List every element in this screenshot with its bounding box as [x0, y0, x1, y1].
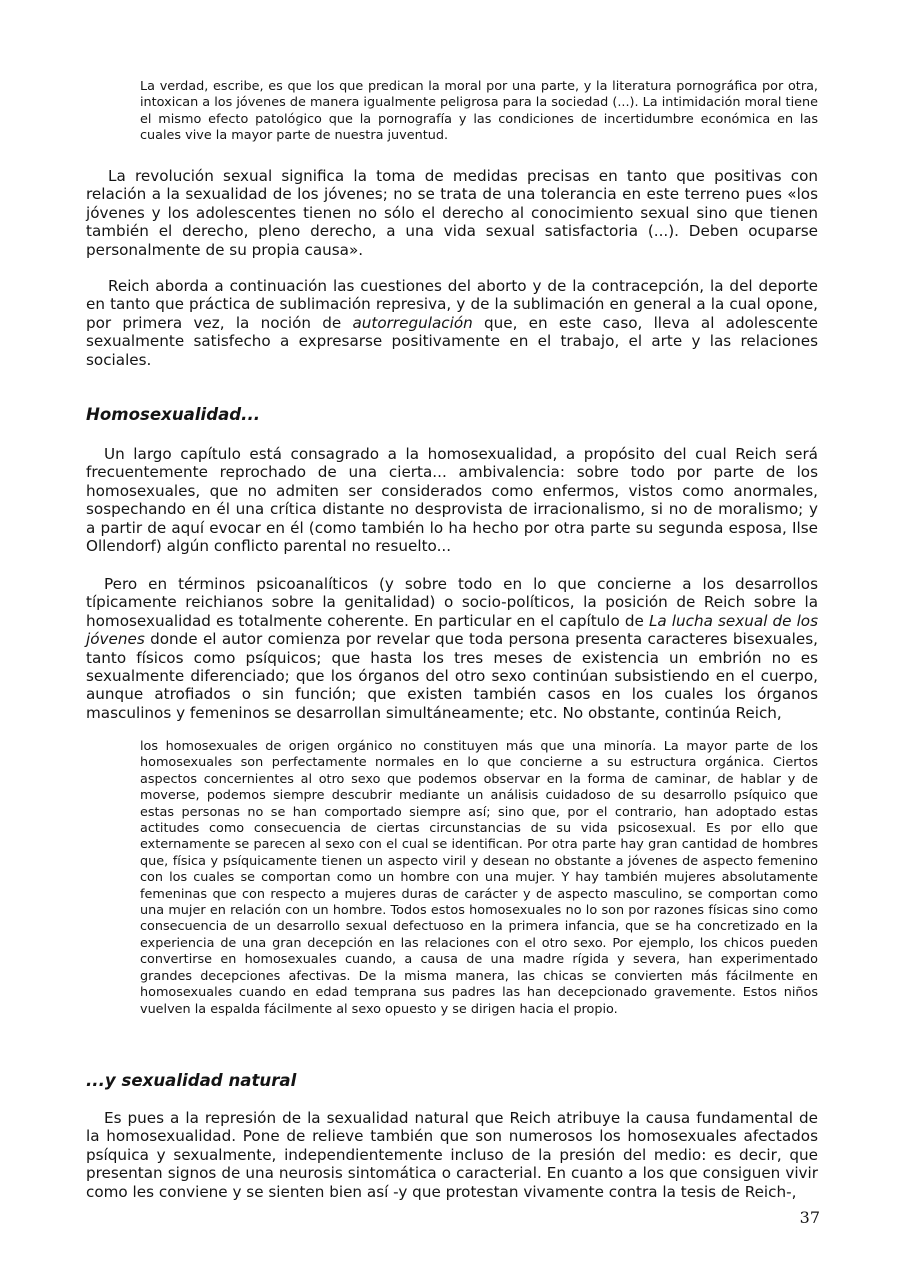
paragraph-4-book-title: La lucha sexual de los jóvenes — [86, 611, 819, 649]
paragraph-3: Un largo capítulo está consagrado a la homosexualidad, a propósito del cual Reich será frecuentemente reprochado de una cierta... ambivalencia: sobre todo por parte de los homosexuales, que no admiten ser considerados como enfermos, vistos como anormales, sospechando en él una crítica distante no desprovista de irracionalismo, si no de moralismo; y a partir de aquí evocar en él (como también lo ha hecho por otra parte su segunda esposa, Ilse Ollendorf) algún conflicto parental no resuelto... — [86, 445, 818, 556]
section-heading-homosexualidad: Homosexualidad... — [86, 405, 261, 424]
paragraph-4-text-b: donde el autor comienza por revelar que toda persona presenta caracteres bisexuales, tanto físicos como psíquicos; que hasta los tres meses de existencia un embrión no es sexualmente diferenciado; que los órganos del otro sexo continúan subsistiendo en el cuerpo, aunque atrofiados o sin función; que existen también casos en los cuales los órganos masculinos y femeninos se desarrollan simultáneamente; etc. No obstante, continúa Reich, — [86, 630, 818, 722]
paragraph-4-text-a: Pero en términos psicoanalíticos (y sobre todo en lo que concierne a los desarrollos típicamente reichianos sobre la genitalidad) o socio-políticos, la posición de Reich sobre la homosexualidad es totalmente coherente. En particular en el capítulo de — [86, 575, 818, 630]
paragraph-1: La revolución sexual significa la toma de medidas precisas en tanto que positivas con relación a la sexualidad de los jóvenes; no se trata de una tolerancia en este terreno pues «los jóvenes y los adolescentes tienen no sólo el derecho al conocimiento sexual sino que tienen también el derecho, pleno derecho, a una vida sexual satisfactoria (...). Deben ocuparse personalmente de su propia causa». — [86, 167, 818, 259]
section-heading-sexualidad-natural: ...y sexualidad natural — [86, 1071, 297, 1090]
paragraph-5: Es pues a la represión de la sexualidad natural que Reich atribuye la causa fundamental de la homosexualidad. Pone de relieve también que son numerosos los homosexuales afectados psíquica y sexualmente, independientemente incluso de la presión del medio: es decir, que presentan signos de una neurosis sintomática o caracterial. En cuanto a los que consiguen vivir como les conviene y se sienten bien así -y que protestan vivamente contra la tesis de Reich-, — [86, 1109, 818, 1201]
block-quote-2: los homosexuales de origen orgánico no constituyen más que una minoría. La mayor parte de los homosexuales son perfectamente normales en lo que concierne a su estructura orgánica. Ciertos aspectos concernientes al otro sexo que podemos observar en la forma de caminar, de hablar y de moverse, podemos siempre descubrir mediante un análisis cuidadoso de su desarrollo psíquico que estas personas no se han comportado siempre así; sino que, por el contrario, han adoptado estas actitudes como consecuencia de ciertas circunstancias de su vida psicosexual. Es por ello que externamente se parecen al sexo con el cual se identifican. Por otra parte hay gran cantidad de hombres que, física y psíquicamente tienen un aspecto viril y desean no obstante a jóvenes de aspecto femenino con los cuales se comportan como un hombre con una mujer. Y hay también mujeres absolutamente femeninas que con respecto a mujeres duras de carácter y de aspecto masculino, se comportan como una mujer en relación con un hombre. Todos estos homosexuales no lo son por razones físicas sino como consecuencia de un desarrollo sexual defectuoso en la primera infancia, que se ha concretizado en la experiencia de una gran decepción en las relaciones con el otro sexo. Por ejemplo, los chicos pueden convertirse en homosexuales cuando, a causa de una madre rígida y severa, han experimentado grandes decepciones afectivas. De la misma manera, las chicas se convierten más fácilmente en homosexuales cuando en edad temprana sus padres las han decepcionado gravemente. Estos niños vuelven la espalda fácilmente al sexo opuesto y se dirigen hacia el propio. — [140, 739, 818, 1017]
block-quote-1: La verdad, escribe, es que los que predican la moral por una parte, y la literatura pornográfica por otra, intoxican a los jóvenes de manera igualmente peligrosa para la sociedad (...). La intimidación moral tiene el mismo efecto patológico que la pornografía y las condiciones de incertidumbre económica en las cuales vive la mayor parte de nuestra juventud. — [140, 79, 818, 144]
paragraph-2-text-a: Reich aborda a continuación las cuestiones del aborto y de la contracepción, la del deporte en tanto que práctica de sublimación represiva, y de la sublimación en general a la cual opone, por primera vez, la noción de — [86, 277, 818, 332]
paragraph-4 — [86, 575, 818, 722]
paragraph-2-emphasis: autorregulación — [352, 313, 473, 332]
page-number: 37 — [799, 1208, 820, 1227]
paragraph-2 — [86, 277, 818, 369]
paragraph-2-text-b: que, en este caso, lleva al adolescente sexualmente satisfecho a expresarse positivamente en el trabajo, el arte y las relaciones sociales. — [86, 313, 819, 369]
